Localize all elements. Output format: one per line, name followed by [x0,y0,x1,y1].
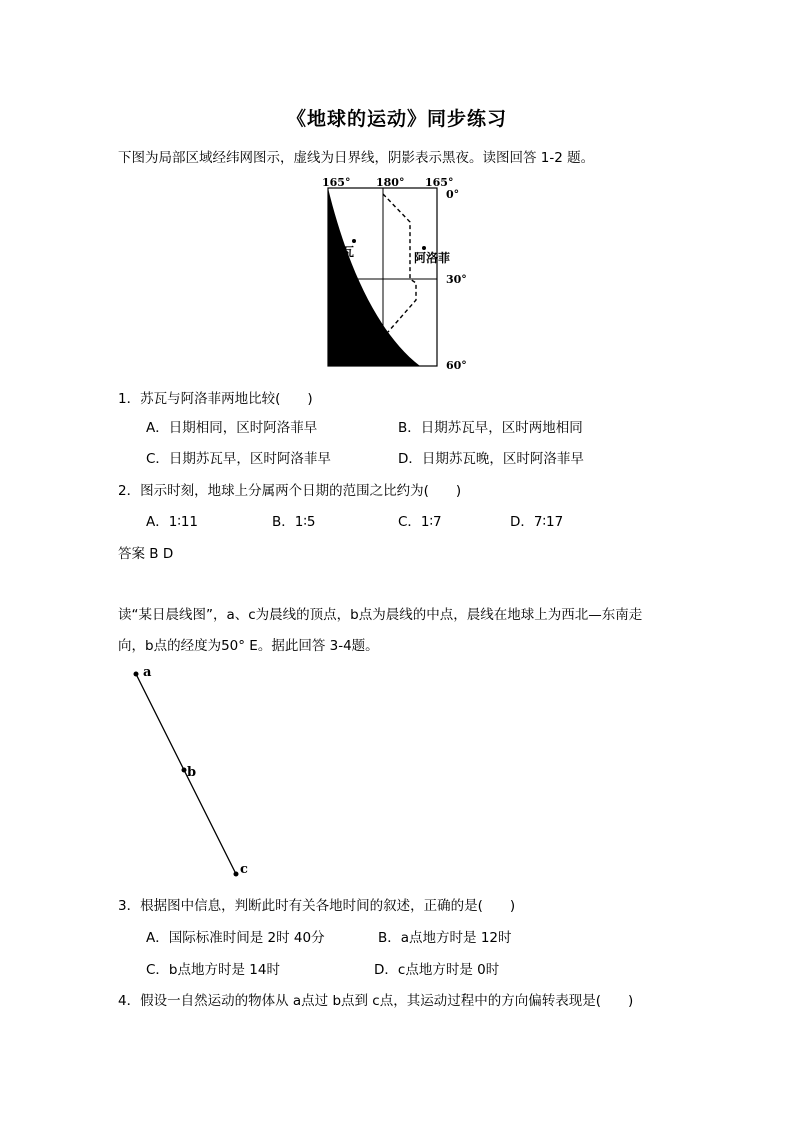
q2-stem: 2．图示时刻，地球上分属两个日期的范围之比约为( ) [118,483,462,499]
q3-stem: 3．根据图中信息，判断此时有关各地时间的叙述，正确的是( ) [118,898,516,914]
suva-label: 苏瓦 [330,245,355,259]
q2-option-c: C．1∶7 [398,514,442,530]
intro-text-2-line-2: 向，b点的经度为50° E。据此回答 3-4题。 [118,638,379,654]
page-title: 《地球的运动》同步练习 [286,108,507,130]
graticule-map [318,172,478,372]
answer-text: 答案 B D [118,546,174,562]
q3-option-c: C．b点地方时是 14时 [146,962,280,978]
q2-option-a: A．1∶11 [146,514,199,530]
lon-left-label: 165° [322,176,351,189]
point-c-label: c [240,862,248,877]
q1-option-b: B．日期苏瓦早，区时两地相同 [398,420,583,436]
intro-text-2-line-1: 读“某日晨线图”，a、c为晨线的顶点，b点为晨线的中点，晨线在地球上为西北—东南走 [118,607,643,623]
q2-option-d: D．7∶17 [510,514,564,530]
q1-option-d: D．日期苏瓦晚，区时阿洛菲早 [398,451,584,467]
point-b-label: b [187,765,197,780]
q1-option-c: C．日期苏瓦早，区时阿洛菲早 [146,451,331,467]
point-a [134,672,139,677]
terminator-line [136,674,236,874]
lat-top-label: 0° [446,188,460,201]
point-b [182,768,187,773]
date-line [383,194,416,332]
point-a-label: a [143,665,152,680]
alofi-point [422,246,426,250]
point-c [234,872,239,877]
q1-option-a: A．日期相同，区时阿洛菲早 [146,420,318,436]
q3-option-b: B．a点地方时是 12时 [378,930,512,946]
suva-point [352,239,356,243]
terminator-line-figure [125,660,265,885]
lon-mid-label: 180° [376,176,405,189]
alofi-label: 阿洛菲 [414,251,451,265]
q2-option-b: B．1∶5 [272,514,316,530]
q3-option-a: A．国际标准时间是 2时 40分 [146,930,325,946]
q3-option-d: D．c点地方时是 0时 [374,962,500,978]
q1-stem: 1．苏瓦与阿洛菲两地比较( ) [118,391,313,407]
intro-text-1: 下图为局部区域经纬网图示，虚线为日界线，阴影表示黑夜。读图回答 1-2 题。 [118,150,595,166]
lat-mid-label: 30° [446,273,467,286]
lat-bottom-label: 60° [446,359,467,372]
q4-stem: 4．假设一自然运动的物体从 a点过 b点到 c点，其运动过程中的方向偏转表现是( ) [118,993,634,1009]
lon-right-label: 165° [425,176,454,189]
night-shading [328,188,420,366]
